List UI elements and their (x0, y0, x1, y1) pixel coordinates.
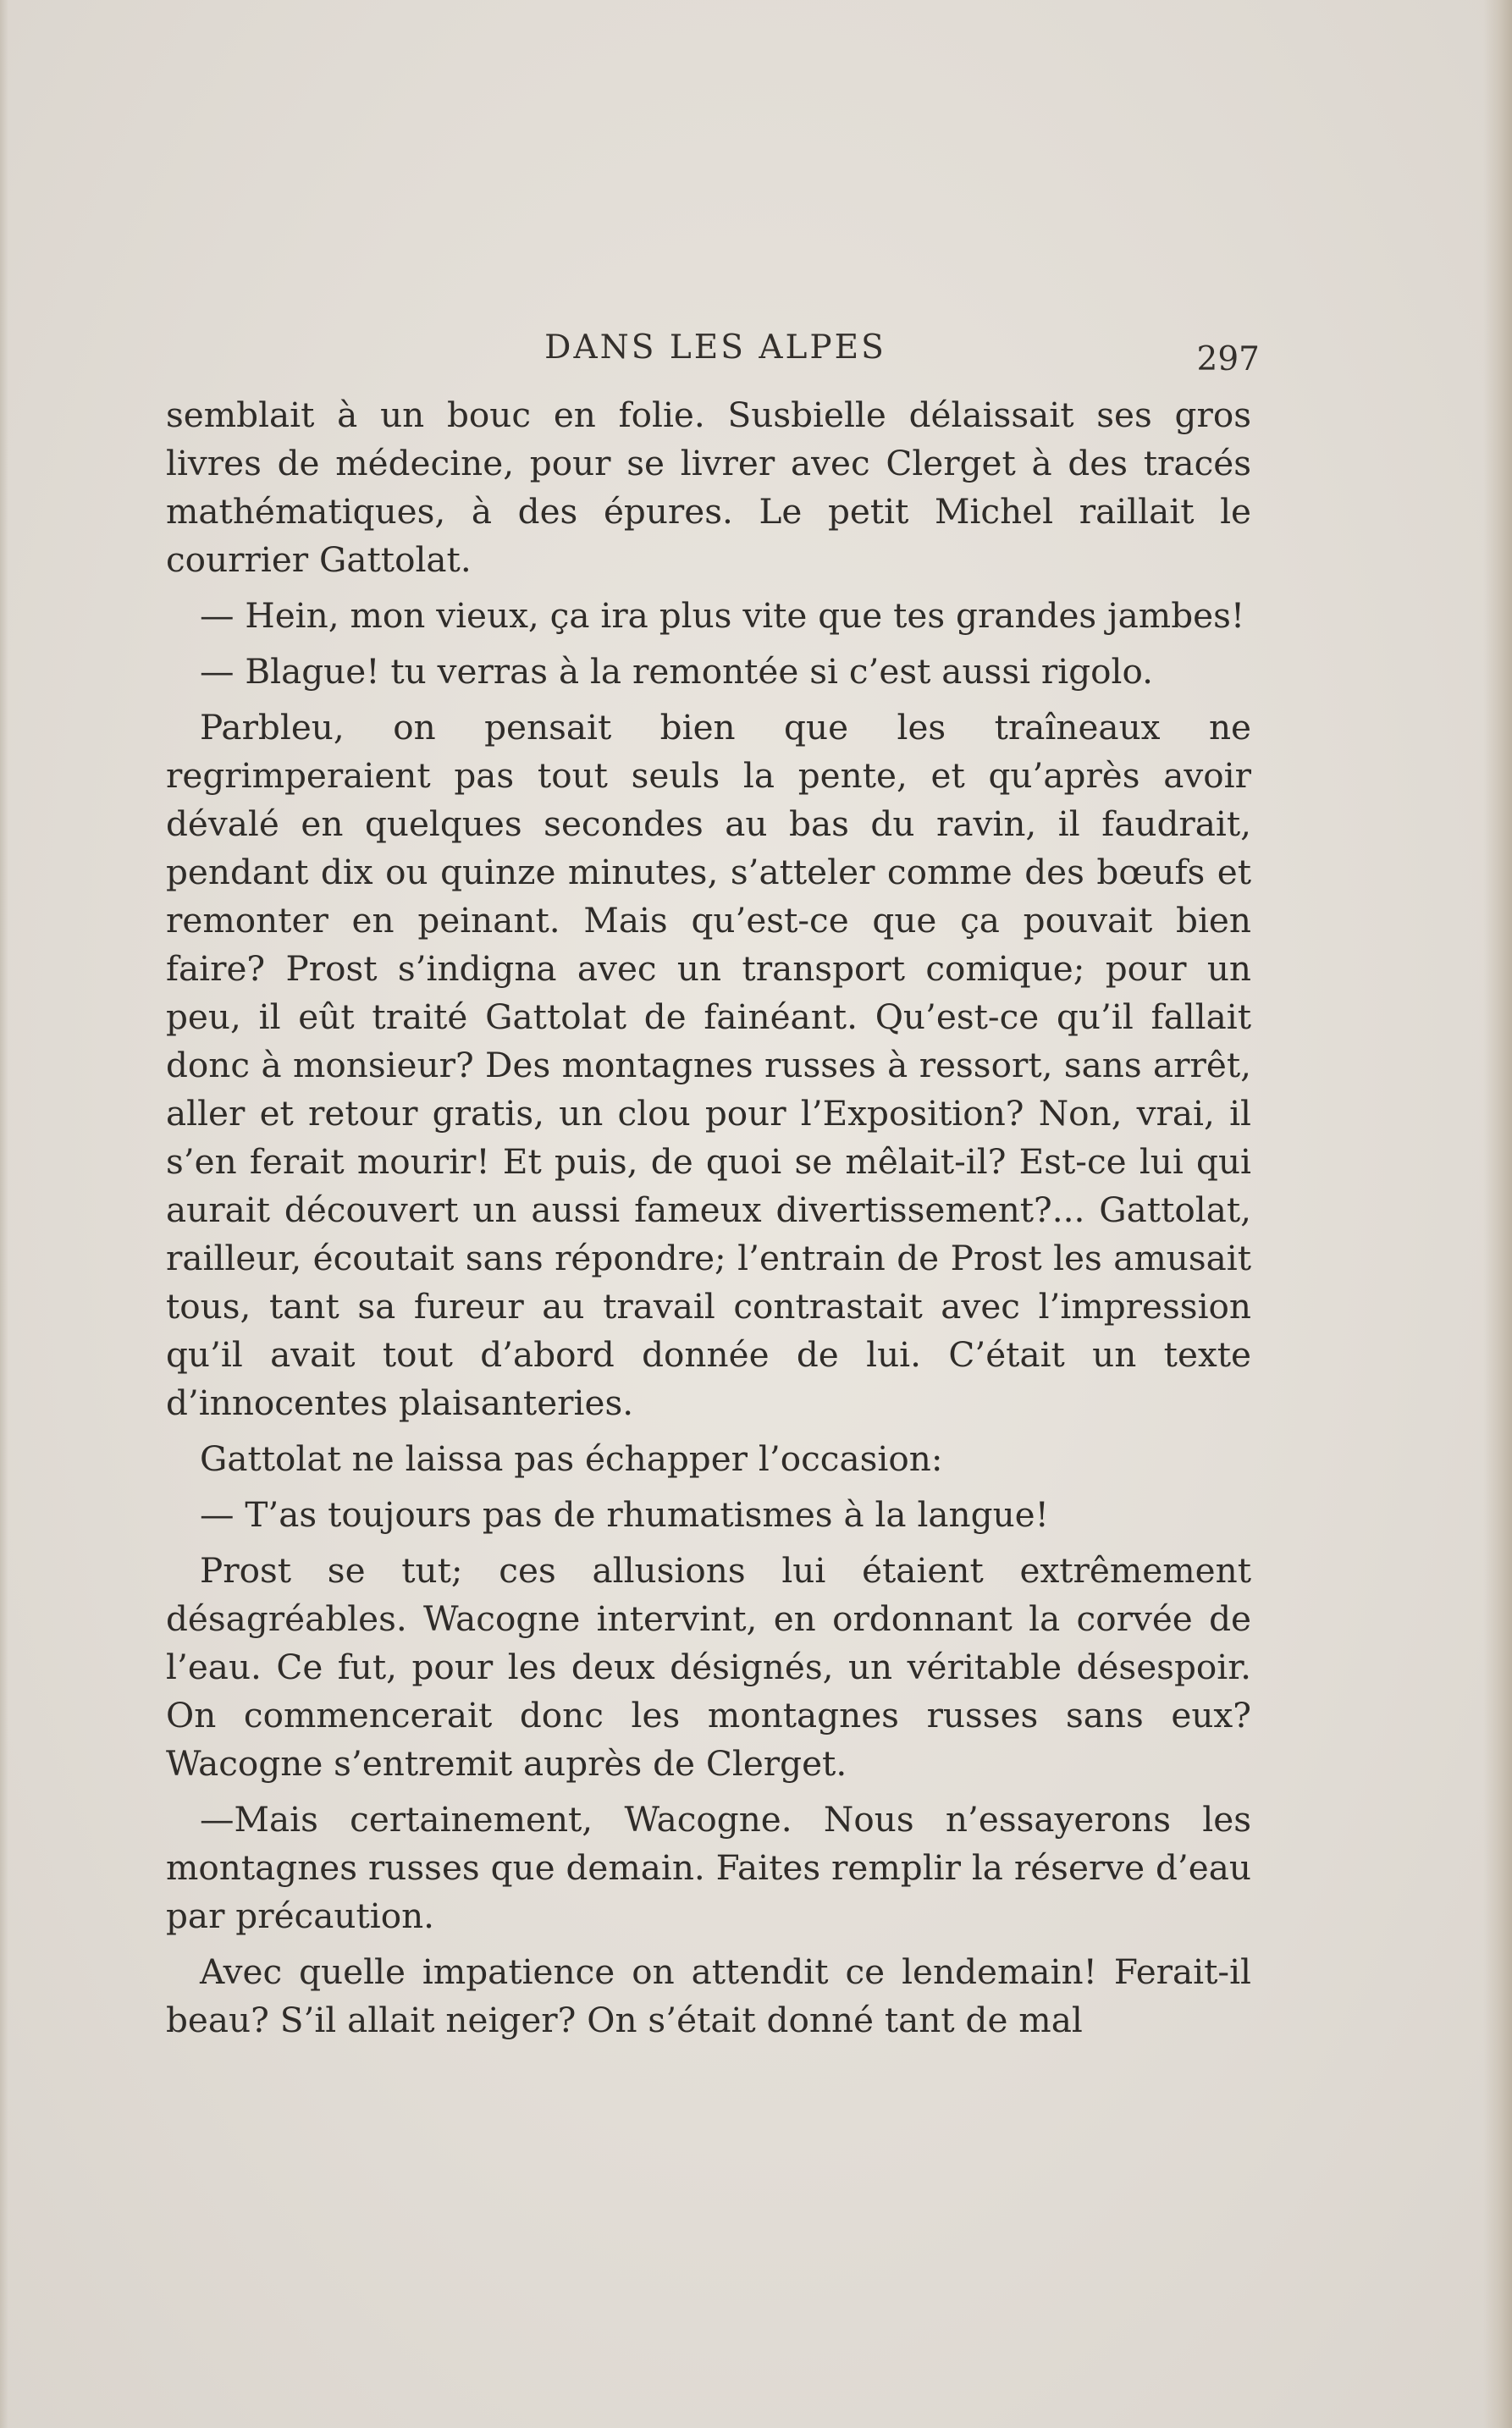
paragraph: — T’as toujours pas de rhumatismes à la langue! (200, 1494, 1049, 1535)
paragraph: —Mais certainement, Wacogne. Nous n’essayerons les montagnes russes que demain. Faites remplir la réserve d’eau par précaution. (166, 1799, 1251, 1936)
paragraph: semblait à un bouc en folie. Susbielle délaissait ses gros livres de médecine, pour se livrer avec Clerget à des tracés mathématiques, à des épures. Le petit Michel raillait le courrier Gattolat. (166, 395, 1251, 580)
page-number: 297 (1196, 340, 1260, 378)
paragraph: Avec quelle impatience on attendit ce lendemain! Ferait-il beau? S’il allait neiger? On s’était donné tant de mal (166, 1951, 1251, 2040)
paragraph: — Blague! tu verras à la remontée si c’est aussi rigolo. (200, 651, 1154, 692)
page-right-edge (1483, 0, 1512, 2428)
page-header (178, 328, 1260, 379)
running-title: DANS LES ALPES (544, 328, 886, 367)
paragraph: — Hein, mon vieux, ça ira plus vite que tes grandes jambes! (200, 595, 1245, 636)
page-left-edge (0, 0, 8, 2428)
paragraph: Gattolat ne laissa pas échapper l’occasion: (200, 1438, 943, 1479)
paragraph: Prost se tut; ces allusions lui étaient extrêmement désagréables. Wacogne intervint, en ordonnant la corvée de l’eau. Ce fut, pour les deux désignés, un véritable désespoir. On commencerait donc les montagnes russes sans eux? Wacogne s’entremit auprès de Clerget. (166, 1550, 1251, 1784)
body-text (166, 391, 1251, 2052)
paragraph: Parbleu, on pensait bien que les traîneaux ne regrimperaient pas tout seuls la pente, et qu’après avoir dévalé en quelques secondes au bas du ravin, il faudrait, pendant dix ou quinze minutes, s’atteler comme des bœufs et remonter en peinant. Mais qu’est-ce que ça pouvait bien faire? Prost s’indigna avec un transport comique; pour un peu, il eût traité Gattolat de fainéant. Qu’est-ce qu’il fallait donc à monsieur? Des montagnes russes à ressort, sans arrêt, aller et retour gratis, un clou pour l’Exposition? Non, vrai, il s’en ferait mourir! Et puis, de quoi se mêlait-il? Est-ce lui qui aurait découvert un aussi fameux divertissement?... Gattolat, railleur, écoutait sans répondre; l’entrain de Prost les amusait tous, tant sa fureur au travail contrastait avec l’impression qu’il avait tout d’abord donnée de lui. C’était un texte d’innocentes plaisanteries. (166, 707, 1251, 1423)
